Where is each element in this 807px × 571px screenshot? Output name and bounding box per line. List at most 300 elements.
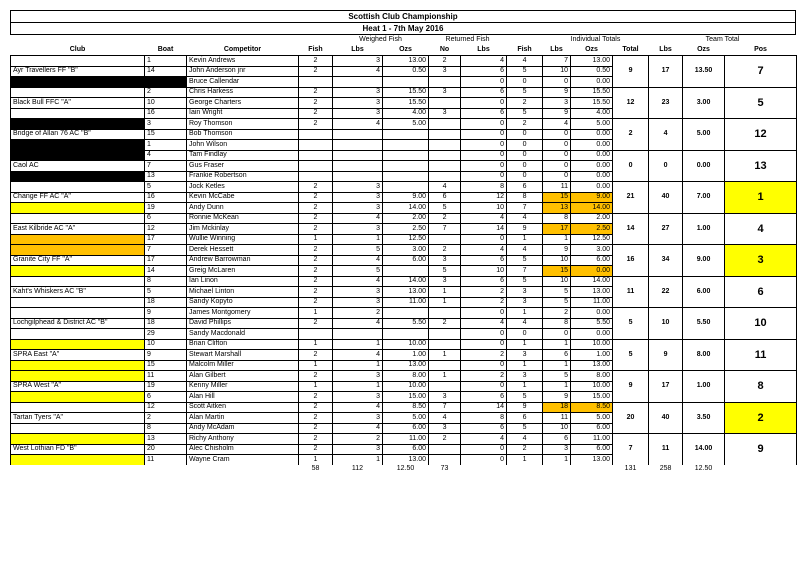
team-total-lbs: 40 [649,182,683,214]
weighed-fish: 2 [299,213,333,224]
total-fish: 2 [507,98,543,109]
returned-no: 1 [429,287,461,298]
total-fish: 2 [507,119,543,130]
weighed-ozs [383,161,429,172]
returned-lbs: 0 [461,150,507,161]
weighed-ozs: 15.50 [383,98,429,109]
total-fish: 6 [507,182,543,193]
sum-weighed-ozs: 12.50 [396,465,415,473]
boat-number: 12 [145,224,187,235]
team-total-fish: 7 [613,434,649,465]
boat-number: 3 [145,77,187,88]
boat-number: 2 [145,413,187,424]
col-boat: Boat [157,45,174,53]
total-fish: 1 [507,339,543,350]
club-cell [11,402,145,413]
col-total-lbs: Lbs [550,45,563,53]
returned-fish-header: Returned Fish [445,35,490,43]
returned-lbs: 4 [461,245,507,256]
weighed-ozs: 15.50 [383,87,429,98]
returned-lbs: 0 [461,171,507,182]
competitor-name: Sandy Macdonald [187,329,299,340]
competitor-row [11,182,797,193]
weighed-ozs: 1.00 [383,350,429,361]
team-total-ozs: 0.00 [683,150,725,182]
total-lbs: 11 [543,182,571,193]
boat-number: 15 [145,360,187,371]
weighed-ozs: 12.50 [383,234,429,245]
returned-no: 3 [429,87,461,98]
total-lbs: 11 [543,413,571,424]
team-total-lbs: 10 [649,308,683,340]
total-fish: 2 [507,444,543,455]
competitor-name: Chris Harkess [187,87,299,98]
returned-lbs: 6 [461,255,507,266]
competitor-name: Andrew Barrowman [187,255,299,266]
total-fish: 5 [507,87,543,98]
total-ozs: 1.00 [571,350,613,361]
returned-lbs: 6 [461,276,507,287]
club-cell [11,245,145,256]
club-cell [11,339,145,350]
total-fish: 1 [507,381,543,392]
boat-number: 12 [145,402,187,413]
team-position: 12 [725,119,797,151]
weighed-ozs: 3.00 [383,245,429,256]
team-total-fish: 5 [613,308,649,340]
weighed-fish: 2 [299,192,333,203]
boat-number: 8 [145,423,187,434]
total-ozs: 8.00 [571,371,613,382]
total-lbs: 10 [543,66,571,77]
weighed-ozs [383,182,429,193]
returned-no: 5 [429,203,461,214]
competitor-name: David Phillips [187,318,299,329]
returned-no [429,140,461,151]
total-lbs: 0 [543,77,571,88]
weighed-ozs: 11.00 [383,297,429,308]
boat-number: 14 [145,266,187,277]
weighed-fish: 2 [299,119,333,130]
team-position: 4 [725,213,797,245]
weighed-fish: 2 [299,245,333,256]
team-total-fish: 16 [613,245,649,277]
weighed-lbs: 3 [333,87,383,98]
total-fish: 5 [507,392,543,403]
team-total-lbs: 34 [649,245,683,277]
total-ozs: 5.00 [571,413,613,424]
competitor-row [11,87,797,98]
individual-totals-header: Individual Totals [570,35,621,43]
weighed-fish: 1 [299,339,333,350]
col-total-ozs: Ozs [585,45,598,53]
team-total-fish: 11 [613,276,649,308]
total-ozs: 6.00 [571,255,613,266]
weighed-lbs [333,171,383,182]
returned-lbs: 14 [461,224,507,235]
competitor-name: Jock Ketles [187,182,299,193]
weighed-fish: 2 [299,203,333,214]
weighed-fish: 2 [299,423,333,434]
col-competitor: Competitor [223,45,262,53]
total-lbs: 6 [543,434,571,445]
total-lbs: 9 [543,108,571,119]
weighed-lbs: 2 [333,308,383,319]
sum-team-fish: 131 [624,465,637,473]
club-cell [11,213,145,224]
returned-no: 3 [429,108,461,119]
weighed-lbs: 4 [333,318,383,329]
total-lbs: 3 [543,98,571,109]
weighed-ozs [383,140,429,151]
total-ozs: 15.50 [571,98,613,109]
returned-no [429,360,461,371]
team-position: 13 [725,150,797,182]
competitor-name: Jim Mckinlay [187,224,299,235]
blank [507,465,543,475]
total-fish: 5 [507,66,543,77]
blank [187,465,299,475]
weighed-fish: 2 [299,224,333,235]
total-lbs: 0 [543,140,571,151]
competitor-name: Tam Findlay [187,150,299,161]
club-name: West Lothian FD "B" [11,444,145,455]
total-ozs: 0.00 [571,129,613,140]
returned-lbs: 6 [461,87,507,98]
total-fish: 1 [507,360,543,371]
competitor-row [11,276,797,287]
total-lbs: 0 [543,161,571,172]
competitor-name: Wullie Winning [187,234,299,245]
total-fish: 4 [507,56,543,67]
total-ozs: 0.00 [571,77,613,88]
team-total-ozs: 5.00 [683,119,725,151]
returned-no [429,444,461,455]
total-fish: 3 [507,297,543,308]
boat-number: 5 [145,182,187,193]
total-fish: 4 [507,245,543,256]
returned-lbs: 10 [461,203,507,214]
competitor-name: Greig McLaren [187,266,299,277]
competitor-row [11,371,797,382]
total-lbs: 0 [543,129,571,140]
total-ozs: 0.00 [571,329,613,340]
weighed-lbs: 1 [333,381,383,392]
team-total-lbs: 27 [649,213,683,245]
returned-lbs: 14 [461,402,507,413]
total-lbs: 1 [543,360,571,371]
total-ozs: 8.50 [571,402,613,413]
team-total-lbs: 4 [649,119,683,151]
weighed-ozs: 6.00 [383,444,429,455]
returned-no: 5 [429,266,461,277]
returned-no [429,234,461,245]
returned-no [429,119,461,130]
team-position: 8 [725,371,797,403]
competitor-name: Alan Hill [187,392,299,403]
total-lbs: 5 [543,287,571,298]
total-lbs: 1 [543,234,571,245]
total-ozs: 5.00 [571,119,613,130]
weighed-fish: 2 [299,255,333,266]
boat-number: 4 [145,150,187,161]
total-fish: 4 [507,213,543,224]
total-ozs: 12.50 [571,234,613,245]
total-ozs: 11.00 [571,297,613,308]
competitor-name: Kevin Andrews [187,56,299,67]
weighed-fish-header: Weighed Fish [359,35,402,43]
team-position: 5 [725,87,797,119]
team-total-fish: 2 [613,119,649,151]
total-lbs: 9 [543,87,571,98]
total-ozs: 3.00 [571,245,613,256]
club-cell [11,140,145,151]
club-cell [11,87,145,98]
weighed-fish [299,77,333,88]
competitor-name: George Charters [187,98,299,109]
weighed-fish: 2 [299,413,333,424]
returned-no [429,150,461,161]
returned-no [429,161,461,172]
total-fish: 9 [507,224,543,235]
team-total-ozs: 1.00 [683,213,725,245]
total-ozs: 0.00 [571,150,613,161]
competitor-name: Andy Dunn [187,203,299,214]
total-lbs: 5 [543,297,571,308]
total-ozs: 10.00 [571,339,613,350]
total-lbs: 13 [543,203,571,214]
club-cell [11,119,145,130]
blank [571,465,613,475]
team-total-header: Team Total [705,35,740,43]
weighed-lbs [333,161,383,172]
returned-no [429,339,461,350]
total-ozs: 13.00 [571,56,613,67]
competitor-name: John Wilson [187,140,299,151]
total-lbs: 5 [543,371,571,382]
team-total-lbs: 9 [649,339,683,371]
col-returned-lbs: Lbs [477,45,490,53]
total-lbs: 17 [543,224,571,235]
team-total-fish: 14 [613,213,649,245]
team-position: 9 [725,434,797,465]
total-lbs: 2 [543,308,571,319]
team-total-ozs: 6.00 [683,276,725,308]
team-total-fish: 12 [613,87,649,119]
weighed-lbs: 4 [333,350,383,361]
returned-lbs: 0 [461,360,507,371]
weighed-lbs: 3 [333,98,383,109]
club-cell [11,234,145,245]
club-name: Black Bull FFC "A" [11,98,145,109]
boat-number: 15 [145,129,187,140]
weighed-fish: 1 [299,381,333,392]
competitor-row [11,150,797,161]
returned-lbs: 0 [461,455,507,465]
returned-lbs: 10 [461,266,507,277]
competitor-row [11,434,797,445]
club-cell [11,434,145,445]
weighed-ozs: 14.00 [383,203,429,214]
total-ozs: 6.00 [571,444,613,455]
total-ozs: 13.00 [571,455,613,465]
weighed-lbs: 3 [333,371,383,382]
returned-no: 1 [429,371,461,382]
weighed-lbs: 3 [333,413,383,424]
total-lbs: 3 [543,444,571,455]
weighed-lbs: 1 [333,234,383,245]
total-fish: 0 [507,140,543,151]
weighed-lbs: 3 [333,287,383,298]
competitor-name: Bruce Callendar [187,77,299,88]
weighed-lbs: 4 [333,255,383,266]
returned-lbs: 6 [461,392,507,403]
weighed-lbs: 3 [333,56,383,67]
team-total-lbs: 17 [649,371,683,403]
total-fish: 5 [507,255,543,266]
total-fish: 6 [507,413,543,424]
total-ozs: 4.00 [571,108,613,119]
column-header-row [11,44,797,56]
returned-no: 7 [429,402,461,413]
competitor-name: Alan Gilbert [187,371,299,382]
total-fish: 3 [507,287,543,298]
weighed-lbs: 4 [333,119,383,130]
team-total-ozs: 13.50 [683,56,725,88]
competitor-name: James Montgomery [187,308,299,319]
club-name: Change FF AC "A" [11,192,145,203]
team-total-lbs: 23 [649,87,683,119]
returned-lbs: 4 [461,318,507,329]
weighed-fish: 2 [299,108,333,119]
weighed-fish [299,140,333,151]
weighed-fish: 2 [299,392,333,403]
returned-lbs: 0 [461,129,507,140]
weighed-lbs: 4 [333,276,383,287]
weighed-lbs [333,150,383,161]
returned-no: 4 [429,413,461,424]
weighed-fish: 2 [299,87,333,98]
total-lbs: 1 [543,381,571,392]
competitor-name: Michael Linton [187,287,299,298]
club-name: SPRA West "A" [11,381,145,392]
weighed-ozs: 13.00 [383,360,429,371]
total-lbs: 10 [543,276,571,287]
weighed-fish [299,129,333,140]
total-ozs: 0.00 [571,161,613,172]
team-total-lbs: 0 [649,150,683,182]
blank [725,465,797,475]
weighed-ozs: 8.50 [383,402,429,413]
weighed-lbs: 2 [333,434,383,445]
sum-weighed-lbs: 112 [351,465,364,473]
club-cell [11,297,145,308]
sum-team-ozs: 12.50 [694,465,713,473]
total-fish: 5 [507,276,543,287]
total-ozs: 0.00 [571,171,613,182]
boat-number: 2 [145,87,187,98]
returned-no [429,381,461,392]
returned-no: 4 [429,182,461,193]
weighed-ozs: 9.00 [383,192,429,203]
competitor-name: Wayne Cram [187,455,299,465]
weighed-fish: 2 [299,266,333,277]
total-fish: 4 [507,318,543,329]
boat-number: 8 [145,276,187,287]
team-total-fish: 9 [613,56,649,88]
club-name: SPRA East "A" [11,350,145,361]
total-lbs: 18 [543,402,571,413]
club-cell [11,455,145,465]
boat-number: 11 [145,455,187,465]
boat-number: 13 [145,171,187,182]
club-cell [11,77,145,88]
boat-number: 29 [145,329,187,340]
returned-no [429,329,461,340]
weighed-lbs: 5 [333,245,383,256]
weighed-fish: 1 [299,455,333,465]
club-cell [11,108,145,119]
club-cell [11,360,145,371]
returned-no [429,308,461,319]
total-ozs: 0.00 [571,308,613,319]
competitor-name: Andy McAdam [187,423,299,434]
weighed-ozs: 10.00 [383,339,429,350]
returned-lbs: 0 [461,140,507,151]
total-fish: 0 [507,77,543,88]
team-total-lbs: 11 [649,434,683,465]
boat-number: 17 [145,234,187,245]
weighed-ozs: 5.00 [383,413,429,424]
weighed-lbs: 3 [333,224,383,235]
returned-no [429,129,461,140]
boat-number: 16 [145,108,187,119]
team-position: 6 [725,276,797,308]
weighed-lbs: 4 [333,66,383,77]
total-ozs: 10.00 [571,381,613,392]
returned-no: 3 [429,423,461,434]
club-cell [11,276,145,287]
weighed-fish: 2 [299,402,333,413]
weighed-lbs: 4 [333,423,383,434]
total-lbs: 9 [543,392,571,403]
total-ozs: 2.50 [571,224,613,235]
total-fish: 9 [507,402,543,413]
total-lbs: 0 [543,329,571,340]
weighed-fish: 2 [299,434,333,445]
competitor-name: Scott Aitken [187,402,299,413]
boat-number: 19 [145,381,187,392]
total-fish: 0 [507,329,543,340]
weighed-fish: 2 [299,56,333,67]
team-position: 2 [725,402,797,434]
club-cell [11,266,145,277]
returned-lbs: 6 [461,423,507,434]
total-lbs: 0 [543,171,571,182]
total-ozs: 14.00 [571,276,613,287]
team-total-ozs: 3.50 [683,402,725,434]
returned-lbs: 8 [461,413,507,424]
weighed-lbs: 4 [333,402,383,413]
team-total-fish: 9 [613,371,649,403]
club-name: Caol AC [11,161,145,172]
weighed-ozs [383,329,429,340]
returned-lbs: 6 [461,108,507,119]
weighed-lbs: 3 [333,203,383,214]
weighed-ozs: 2.50 [383,224,429,235]
club-name: East Kilbride AC "A" [11,224,145,235]
weighed-lbs: 3 [333,297,383,308]
